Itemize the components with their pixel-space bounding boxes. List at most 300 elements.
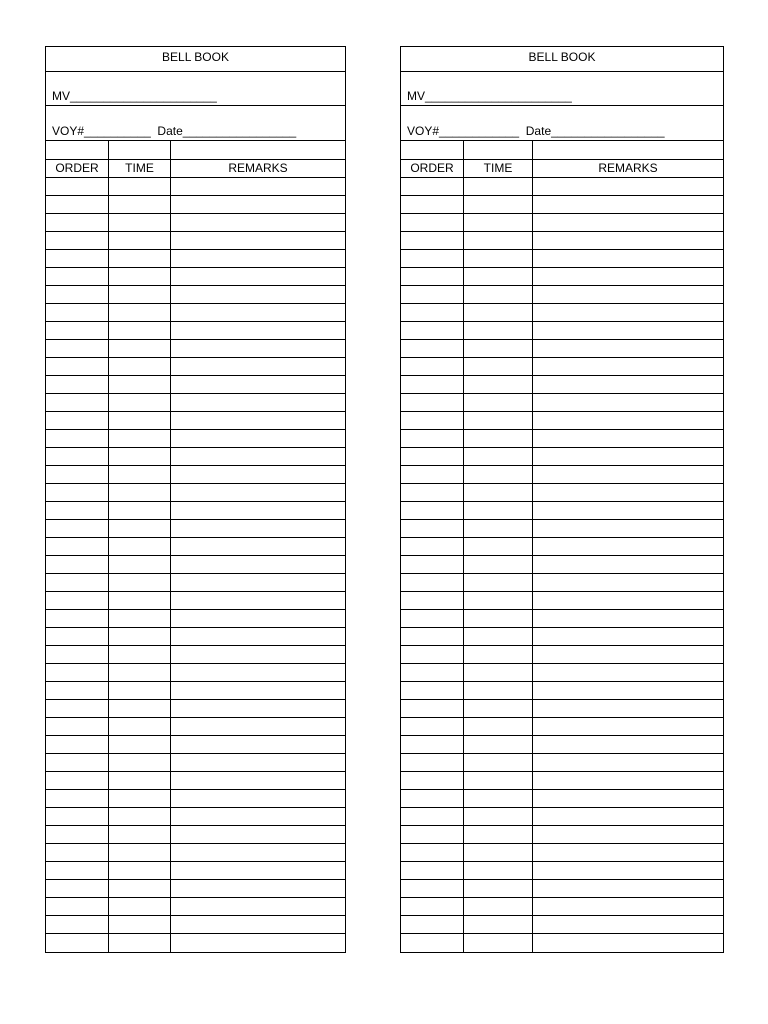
- remarks-cell[interactable]: [532, 682, 723, 699]
- remarks-cell[interactable]: [170, 646, 345, 663]
- table-row: [401, 808, 723, 826]
- time-cell[interactable]: [108, 358, 170, 375]
- remarks-cell[interactable]: [532, 844, 723, 861]
- order-cell[interactable]: [46, 232, 108, 249]
- time-cell[interactable]: [108, 322, 170, 339]
- time-cell[interactable]: [108, 826, 170, 843]
- time-cell[interactable]: [108, 430, 170, 447]
- remarks-cell[interactable]: [170, 934, 345, 952]
- remarks-cell[interactable]: [532, 214, 723, 231]
- order-cell[interactable]: [46, 196, 108, 213]
- time-cell[interactable]: [463, 376, 532, 393]
- remarks-cell[interactable]: [532, 376, 723, 393]
- order-cell[interactable]: [401, 322, 463, 339]
- time-cell[interactable]: [463, 790, 532, 807]
- order-cell[interactable]: [46, 556, 108, 573]
- remarks-cell[interactable]: [170, 682, 345, 699]
- remarks-cell[interactable]: [532, 412, 723, 429]
- order-cell[interactable]: [46, 592, 108, 609]
- time-cell[interactable]: [108, 790, 170, 807]
- table-row: [401, 394, 723, 412]
- time-cell[interactable]: [463, 934, 532, 952]
- order-cell[interactable]: [401, 790, 463, 807]
- time-cell[interactable]: [108, 862, 170, 879]
- remarks-cell[interactable]: [170, 556, 345, 573]
- table-row: [46, 502, 345, 520]
- remarks-cell[interactable]: [532, 574, 723, 591]
- time-cell[interactable]: [463, 610, 532, 627]
- remarks-cell[interactable]: [532, 466, 723, 483]
- remarks-cell[interactable]: [532, 898, 723, 915]
- order-cell[interactable]: [401, 808, 463, 825]
- table-row: [46, 880, 345, 898]
- remarks-cell[interactable]: [170, 862, 345, 879]
- order-cell[interactable]: [46, 268, 108, 285]
- vessel-name-field[interactable]: [46, 72, 345, 106]
- table-row: [46, 250, 345, 268]
- remarks-cell[interactable]: [170, 754, 345, 771]
- remarks-cell[interactable]: [170, 502, 345, 519]
- remarks-cell[interactable]: [532, 196, 723, 213]
- voyage-date-field[interactable]: [401, 106, 723, 141]
- time-cell[interactable]: [463, 898, 532, 915]
- remarks-cell[interactable]: [532, 736, 723, 753]
- time-cell[interactable]: [463, 178, 532, 195]
- time-cell[interactable]: [463, 880, 532, 897]
- remarks-cell[interactable]: [170, 520, 345, 537]
- time-cell[interactable]: [108, 556, 170, 573]
- order-cell[interactable]: [401, 268, 463, 285]
- time-cell[interactable]: [463, 286, 532, 303]
- remarks-cell[interactable]: [170, 538, 345, 555]
- remarks-cell[interactable]: [532, 826, 723, 843]
- order-cell[interactable]: [46, 376, 108, 393]
- time-cell[interactable]: [108, 538, 170, 555]
- remarks-cell[interactable]: [170, 664, 345, 681]
- order-cell[interactable]: [401, 754, 463, 771]
- table-row: [46, 898, 345, 916]
- order-cell[interactable]: [401, 286, 463, 303]
- time-cell[interactable]: [463, 826, 532, 843]
- table-row: [401, 214, 723, 232]
- remarks-cell[interactable]: [170, 268, 345, 285]
- remarks-cell[interactable]: [532, 304, 723, 321]
- time-cell[interactable]: [463, 844, 532, 861]
- order-cell[interactable]: [46, 682, 108, 699]
- order-cell[interactable]: [46, 394, 108, 411]
- time-cell[interactable]: [463, 394, 532, 411]
- remarks-cell[interactable]: [170, 394, 345, 411]
- remarks-cell[interactable]: [532, 448, 723, 465]
- time-cell[interactable]: [463, 862, 532, 879]
- remarks-cell[interactable]: [170, 250, 345, 267]
- remarks-cell[interactable]: [170, 196, 345, 213]
- order-cell[interactable]: [401, 898, 463, 915]
- order-cell[interactable]: [46, 664, 108, 681]
- table-row: [401, 304, 723, 322]
- remarks-cell[interactable]: [170, 916, 345, 933]
- remarks-cell[interactable]: [170, 358, 345, 375]
- remarks-cell[interactable]: [532, 610, 723, 627]
- order-cell[interactable]: [401, 520, 463, 537]
- order-cell[interactable]: [46, 520, 108, 537]
- order-cell[interactable]: [401, 916, 463, 933]
- time-cell[interactable]: [463, 466, 532, 483]
- table-row: [401, 466, 723, 484]
- order-cell[interactable]: [46, 700, 108, 717]
- order-cell[interactable]: [46, 538, 108, 555]
- time-cell[interactable]: [463, 412, 532, 429]
- remarks-cell[interactable]: [170, 700, 345, 717]
- time-cell[interactable]: [108, 520, 170, 537]
- order-cell[interactable]: [401, 358, 463, 375]
- order-cell[interactable]: [401, 880, 463, 897]
- order-cell[interactable]: [46, 448, 108, 465]
- remarks-cell[interactable]: [532, 628, 723, 645]
- remarks-cell[interactable]: [170, 484, 345, 501]
- remarks-cell[interactable]: [170, 898, 345, 915]
- order-cell[interactable]: [46, 466, 108, 483]
- remarks-cell[interactable]: [532, 592, 723, 609]
- order-cell[interactable]: [401, 376, 463, 393]
- time-cell[interactable]: [463, 214, 532, 231]
- table-row: [401, 898, 723, 916]
- time-cell[interactable]: [108, 880, 170, 897]
- time-cell[interactable]: [108, 718, 170, 735]
- time-cell[interactable]: [463, 628, 532, 645]
- order-cell[interactable]: [401, 682, 463, 699]
- time-cell[interactable]: [108, 916, 170, 933]
- order-cell[interactable]: [46, 934, 108, 952]
- vessel-name-field[interactable]: [401, 72, 723, 106]
- remarks-cell[interactable]: [532, 664, 723, 681]
- order-cell[interactable]: [46, 250, 108, 267]
- order-cell[interactable]: [46, 916, 108, 933]
- remarks-cell[interactable]: [532, 250, 723, 267]
- order-cell[interactable]: [46, 808, 108, 825]
- time-cell[interactable]: [463, 268, 532, 285]
- time-cell[interactable]: [463, 736, 532, 753]
- order-cell[interactable]: [46, 826, 108, 843]
- order-cell[interactable]: [401, 448, 463, 465]
- remarks-cell[interactable]: [532, 646, 723, 663]
- remarks-cell[interactable]: [532, 772, 723, 789]
- time-cell[interactable]: [108, 268, 170, 285]
- time-column-header: TIME: [108, 160, 170, 177]
- time-cell[interactable]: [108, 304, 170, 321]
- remarks-cell[interactable]: [532, 700, 723, 717]
- order-cell[interactable]: [46, 628, 108, 645]
- order-cell[interactable]: [46, 880, 108, 897]
- time-cell[interactable]: [463, 196, 532, 213]
- remarks-cell[interactable]: [532, 232, 723, 249]
- remarks-cell[interactable]: [170, 736, 345, 753]
- order-cell[interactable]: [401, 502, 463, 519]
- remarks-cell[interactable]: [532, 430, 723, 447]
- table-row: [46, 610, 345, 628]
- order-cell[interactable]: [401, 412, 463, 429]
- order-cell[interactable]: [401, 466, 463, 483]
- table-row: [401, 610, 723, 628]
- order-cell[interactable]: [46, 178, 108, 195]
- remarks-cell[interactable]: [532, 880, 723, 897]
- remarks-cell[interactable]: [170, 448, 345, 465]
- order-cell[interactable]: [401, 304, 463, 321]
- time-cell[interactable]: [108, 448, 170, 465]
- time-cell[interactable]: [108, 394, 170, 411]
- remarks-cell[interactable]: [170, 628, 345, 645]
- order-cell[interactable]: [46, 358, 108, 375]
- remarks-cell[interactable]: [170, 826, 345, 843]
- remarks-cell[interactable]: [170, 340, 345, 357]
- remarks-cell[interactable]: [170, 718, 345, 735]
- time-cell[interactable]: [463, 916, 532, 933]
- remarks-cell[interactable]: [532, 520, 723, 537]
- time-cell[interactable]: [108, 664, 170, 681]
- time-cell[interactable]: [463, 250, 532, 267]
- remarks-cell[interactable]: [170, 790, 345, 807]
- time-cell[interactable]: [463, 232, 532, 249]
- order-cell[interactable]: [401, 844, 463, 861]
- time-cell[interactable]: [463, 646, 532, 663]
- remarks-cell[interactable]: [170, 592, 345, 609]
- order-cell[interactable]: [46, 646, 108, 663]
- time-cell[interactable]: [108, 754, 170, 771]
- order-cell[interactable]: [401, 484, 463, 501]
- time-cell[interactable]: [108, 934, 170, 952]
- order-cell[interactable]: [46, 862, 108, 879]
- order-cell[interactable]: [401, 700, 463, 717]
- time-cell[interactable]: [108, 592, 170, 609]
- order-cell[interactable]: [46, 502, 108, 519]
- order-cell[interactable]: [401, 574, 463, 591]
- remarks-cell[interactable]: [532, 808, 723, 825]
- time-cell[interactable]: [108, 340, 170, 357]
- time-cell[interactable]: [108, 250, 170, 267]
- order-cell[interactable]: [46, 736, 108, 753]
- time-cell[interactable]: [463, 592, 532, 609]
- time-cell[interactable]: [108, 178, 170, 195]
- time-cell[interactable]: [108, 628, 170, 645]
- time-cell[interactable]: [463, 754, 532, 771]
- table-row: [401, 430, 723, 448]
- time-cell[interactable]: [463, 484, 532, 501]
- order-cell[interactable]: [46, 430, 108, 447]
- order-cell[interactable]: [46, 322, 108, 339]
- order-cell[interactable]: [401, 430, 463, 447]
- time-cell[interactable]: [108, 412, 170, 429]
- order-cell[interactable]: [401, 934, 463, 952]
- time-cell[interactable]: [108, 232, 170, 249]
- order-cell[interactable]: [401, 826, 463, 843]
- order-cell[interactable]: [46, 610, 108, 627]
- remarks-cell[interactable]: [170, 232, 345, 249]
- order-cell[interactable]: [401, 610, 463, 627]
- order-column-header: ORDER: [55, 161, 99, 175]
- time-cell[interactable]: [108, 736, 170, 753]
- time-cell[interactable]: [108, 700, 170, 717]
- order-cell[interactable]: [46, 772, 108, 789]
- time-cell[interactable]: [463, 538, 532, 555]
- remarks-cell[interactable]: [532, 322, 723, 339]
- time-cell[interactable]: [463, 322, 532, 339]
- remarks-cell[interactable]: [532, 358, 723, 375]
- time-cell[interactable]: [108, 646, 170, 663]
- order-cell[interactable]: [46, 484, 108, 501]
- remarks-cell[interactable]: [170, 178, 345, 195]
- remarks-cell[interactable]: [532, 286, 723, 303]
- remarks-cell[interactable]: [170, 610, 345, 627]
- remarks-cell[interactable]: [532, 484, 723, 501]
- order-cell[interactable]: [401, 250, 463, 267]
- order-cell[interactable]: [401, 862, 463, 879]
- time-cell[interactable]: [463, 772, 532, 789]
- remarks-cell[interactable]: [170, 304, 345, 321]
- time-cell[interactable]: [108, 610, 170, 627]
- voyage-date-field[interactable]: [46, 106, 345, 141]
- remarks-cell[interactable]: [532, 916, 723, 933]
- time-cell[interactable]: [108, 214, 170, 231]
- time-cell[interactable]: [463, 808, 532, 825]
- time-cell[interactable]: [108, 484, 170, 501]
- remarks-cell[interactable]: [532, 556, 723, 573]
- order-cell[interactable]: [401, 556, 463, 573]
- remarks-cell[interactable]: [532, 178, 723, 195]
- remarks-cell[interactable]: [532, 340, 723, 357]
- table-row: [401, 862, 723, 880]
- order-cell[interactable]: [46, 790, 108, 807]
- order-cell[interactable]: [401, 628, 463, 645]
- time-cell[interactable]: [108, 844, 170, 861]
- remarks-cell[interactable]: [170, 412, 345, 429]
- order-cell[interactable]: [401, 214, 463, 231]
- time-cell[interactable]: [463, 682, 532, 699]
- order-cell[interactable]: [46, 898, 108, 915]
- time-cell[interactable]: [463, 430, 532, 447]
- table-row: [46, 664, 345, 682]
- time-cell[interactable]: [463, 664, 532, 681]
- time-cell[interactable]: [463, 700, 532, 717]
- remarks-cell[interactable]: [170, 772, 345, 789]
- time-cell[interactable]: [108, 196, 170, 213]
- time-cell[interactable]: [108, 286, 170, 303]
- time-cell[interactable]: [108, 682, 170, 699]
- time-cell[interactable]: [463, 574, 532, 591]
- remarks-cell[interactable]: [170, 466, 345, 483]
- remarks-cell[interactable]: [170, 574, 345, 591]
- order-cell[interactable]: [401, 232, 463, 249]
- table-row: [46, 790, 345, 808]
- order-cell[interactable]: [46, 718, 108, 735]
- remarks-cell[interactable]: [532, 538, 723, 555]
- time-cell[interactable]: [463, 520, 532, 537]
- order-cell[interactable]: [401, 736, 463, 753]
- table-row: [401, 646, 723, 664]
- time-cell[interactable]: [463, 340, 532, 357]
- time-cell[interactable]: [108, 808, 170, 825]
- order-cell[interactable]: [401, 646, 463, 663]
- remarks-cell[interactable]: [170, 808, 345, 825]
- time-cell[interactable]: [463, 718, 532, 735]
- order-cell[interactable]: [46, 286, 108, 303]
- order-cell[interactable]: [401, 178, 463, 195]
- order-cell[interactable]: [401, 592, 463, 609]
- remarks-cell[interactable]: [532, 790, 723, 807]
- remarks-cell[interactable]: [170, 430, 345, 447]
- table-row: [46, 826, 345, 844]
- remarks-cell[interactable]: [170, 214, 345, 231]
- order-cell[interactable]: [46, 844, 108, 861]
- order-cell[interactable]: [46, 754, 108, 771]
- order-cell[interactable]: [401, 772, 463, 789]
- time-cell[interactable]: [463, 502, 532, 519]
- table-row: [46, 700, 345, 718]
- order-cell[interactable]: [401, 718, 463, 735]
- time-cell[interactable]: [108, 502, 170, 519]
- table-row: [46, 592, 345, 610]
- table-row: [46, 754, 345, 772]
- remarks-cell[interactable]: [170, 376, 345, 393]
- remarks-cell[interactable]: [170, 322, 345, 339]
- order-cell[interactable]: [46, 304, 108, 321]
- order-cell[interactable]: [401, 340, 463, 357]
- time-cell[interactable]: [108, 376, 170, 393]
- remarks-cell[interactable]: [532, 268, 723, 285]
- table-row: [401, 826, 723, 844]
- time-cell[interactable]: [463, 304, 532, 321]
- remarks-cell[interactable]: [532, 754, 723, 771]
- time-cell[interactable]: [463, 358, 532, 375]
- table-row: [401, 574, 723, 592]
- order-cell[interactable]: [401, 538, 463, 555]
- remarks-cell[interactable]: [532, 502, 723, 519]
- order-cell[interactable]: [401, 664, 463, 681]
- table-row: [401, 772, 723, 790]
- time-cell[interactable]: [463, 556, 532, 573]
- voyage-date-label: VOY#____________ Date_________________: [407, 124, 665, 138]
- remarks-column-header: REMARKS: [170, 160, 345, 177]
- table-row: [401, 412, 723, 430]
- table-row: [46, 268, 345, 286]
- remarks-cell[interactable]: [170, 844, 345, 861]
- remarks-cell[interactable]: [532, 862, 723, 879]
- remarks-cell[interactable]: [532, 718, 723, 735]
- remarks-cell[interactable]: [532, 394, 723, 411]
- table-row: [46, 772, 345, 790]
- order-cell[interactable]: [46, 340, 108, 357]
- vessel-name-label: MV______________________: [52, 89, 217, 103]
- voyage-date-label: VOY#__________ Date_________________: [52, 124, 297, 138]
- remarks-cell[interactable]: [170, 880, 345, 897]
- time-cell[interactable]: [108, 466, 170, 483]
- order-cell[interactable]: [401, 196, 463, 213]
- order-cell[interactable]: [401, 394, 463, 411]
- remarks-cell[interactable]: [170, 286, 345, 303]
- log-rows: [401, 178, 723, 952]
- table-row: [401, 520, 723, 538]
- time-cell[interactable]: [108, 574, 170, 591]
- order-cell[interactable]: [46, 412, 108, 429]
- table-row: [401, 178, 723, 196]
- time-cell[interactable]: [463, 448, 532, 465]
- time-cell[interactable]: [108, 772, 170, 789]
- remarks-cell[interactable]: [532, 934, 723, 952]
- time-cell[interactable]: [108, 898, 170, 915]
- table-row: [46, 394, 345, 412]
- order-cell[interactable]: [46, 574, 108, 591]
- order-cell[interactable]: [46, 214, 108, 231]
- table-row: [401, 736, 723, 754]
